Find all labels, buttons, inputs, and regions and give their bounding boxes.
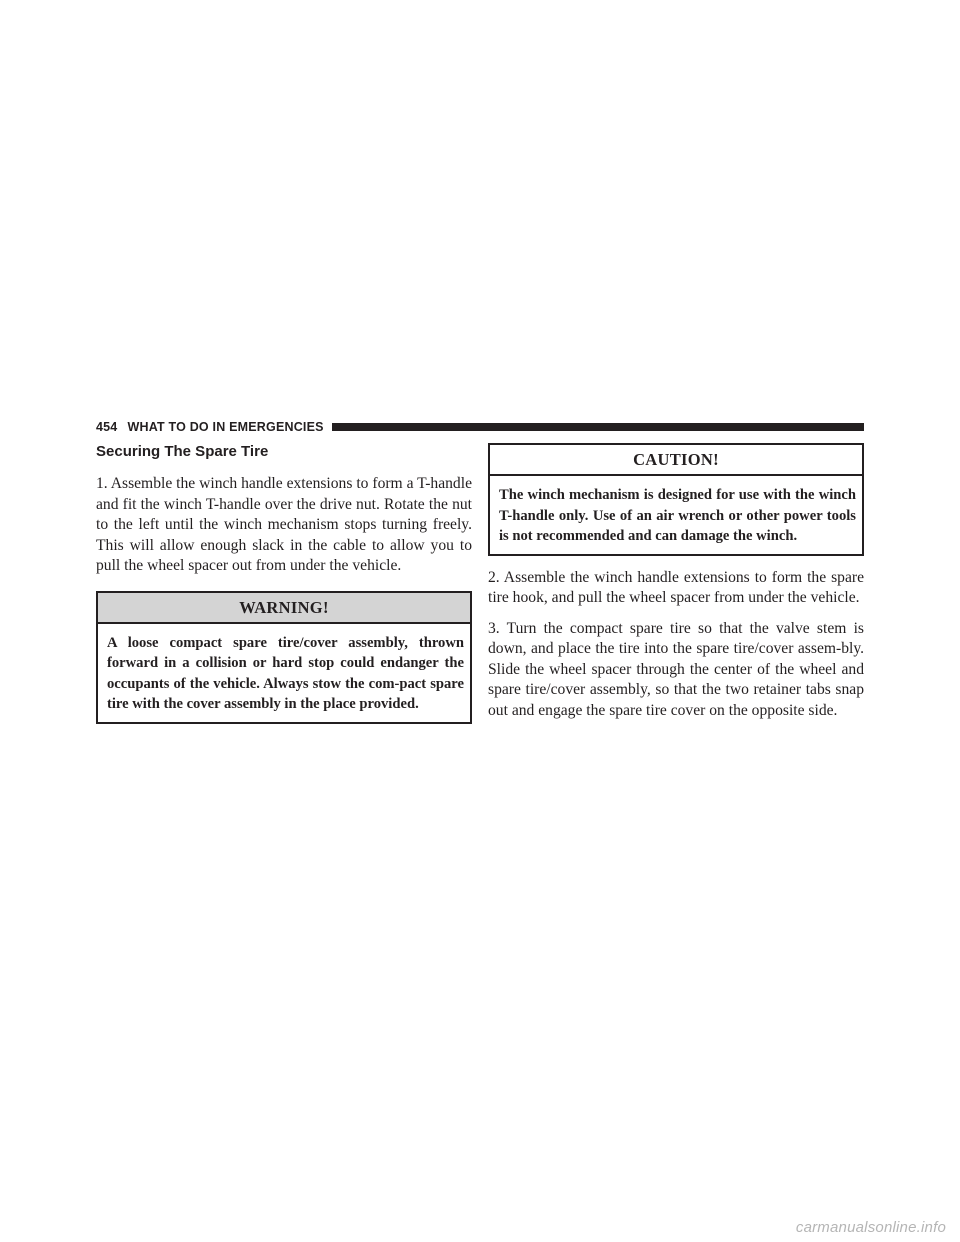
watermark-text: carmanualsonline.info [795, 1219, 946, 1236]
step-1-paragraph: 1. Assemble the winch handle extensions to form a T-handle and fit the winch T-handle over the drive nut. Rotate the nut to the left until the winch mechanism stops turning freely. This will allow enough slack in the cable to allow you to pull the wheel spacer out from under the vehicle. [96, 475, 472, 574]
step-3-paragraph: 3. Turn the compact spare tire so that the valve stem is down, and place the tire into the spare tire/cover assem-bly. Slide the wheel spacer through the center of the wheel and spare tire/cover assembly, so that the two retainer tabs snap out and engage the spare tire cover on the opposite side. [488, 619, 864, 719]
warning-text: A loose compact spare tire/cover assembly, thrown forward in a collision or hard stop could endanger the occupants of the vehicle. Always stow the com-pact spare tire with the cover assembly in the place provided. [107, 634, 464, 712]
left-column [96, 443, 472, 736]
warning-title: WARNING! [98, 593, 470, 624]
caution-title: CAUTION! [490, 445, 862, 476]
subsection-heading: Securing The Spare Tire [96, 443, 269, 460]
section-title: WHAT TO DO IN EMERGENCIES [127, 419, 324, 434]
page-header [96, 419, 864, 434]
page-number: 454 [96, 419, 118, 434]
step-2-paragraph: 2. Assemble the winch handle extensions to form the spare tire hook, and pull the wheel spacer from under the vehicle. [488, 568, 864, 606]
right-column [488, 443, 864, 731]
caution-text: The winch mechanism is designed for use with the winch T-handle only. Use of an air wrench or other power tools is not recommended and can damage the winch. [499, 487, 856, 544]
caution-box [488, 443, 864, 556]
warning-box [96, 591, 472, 724]
header-rule [332, 423, 864, 431]
